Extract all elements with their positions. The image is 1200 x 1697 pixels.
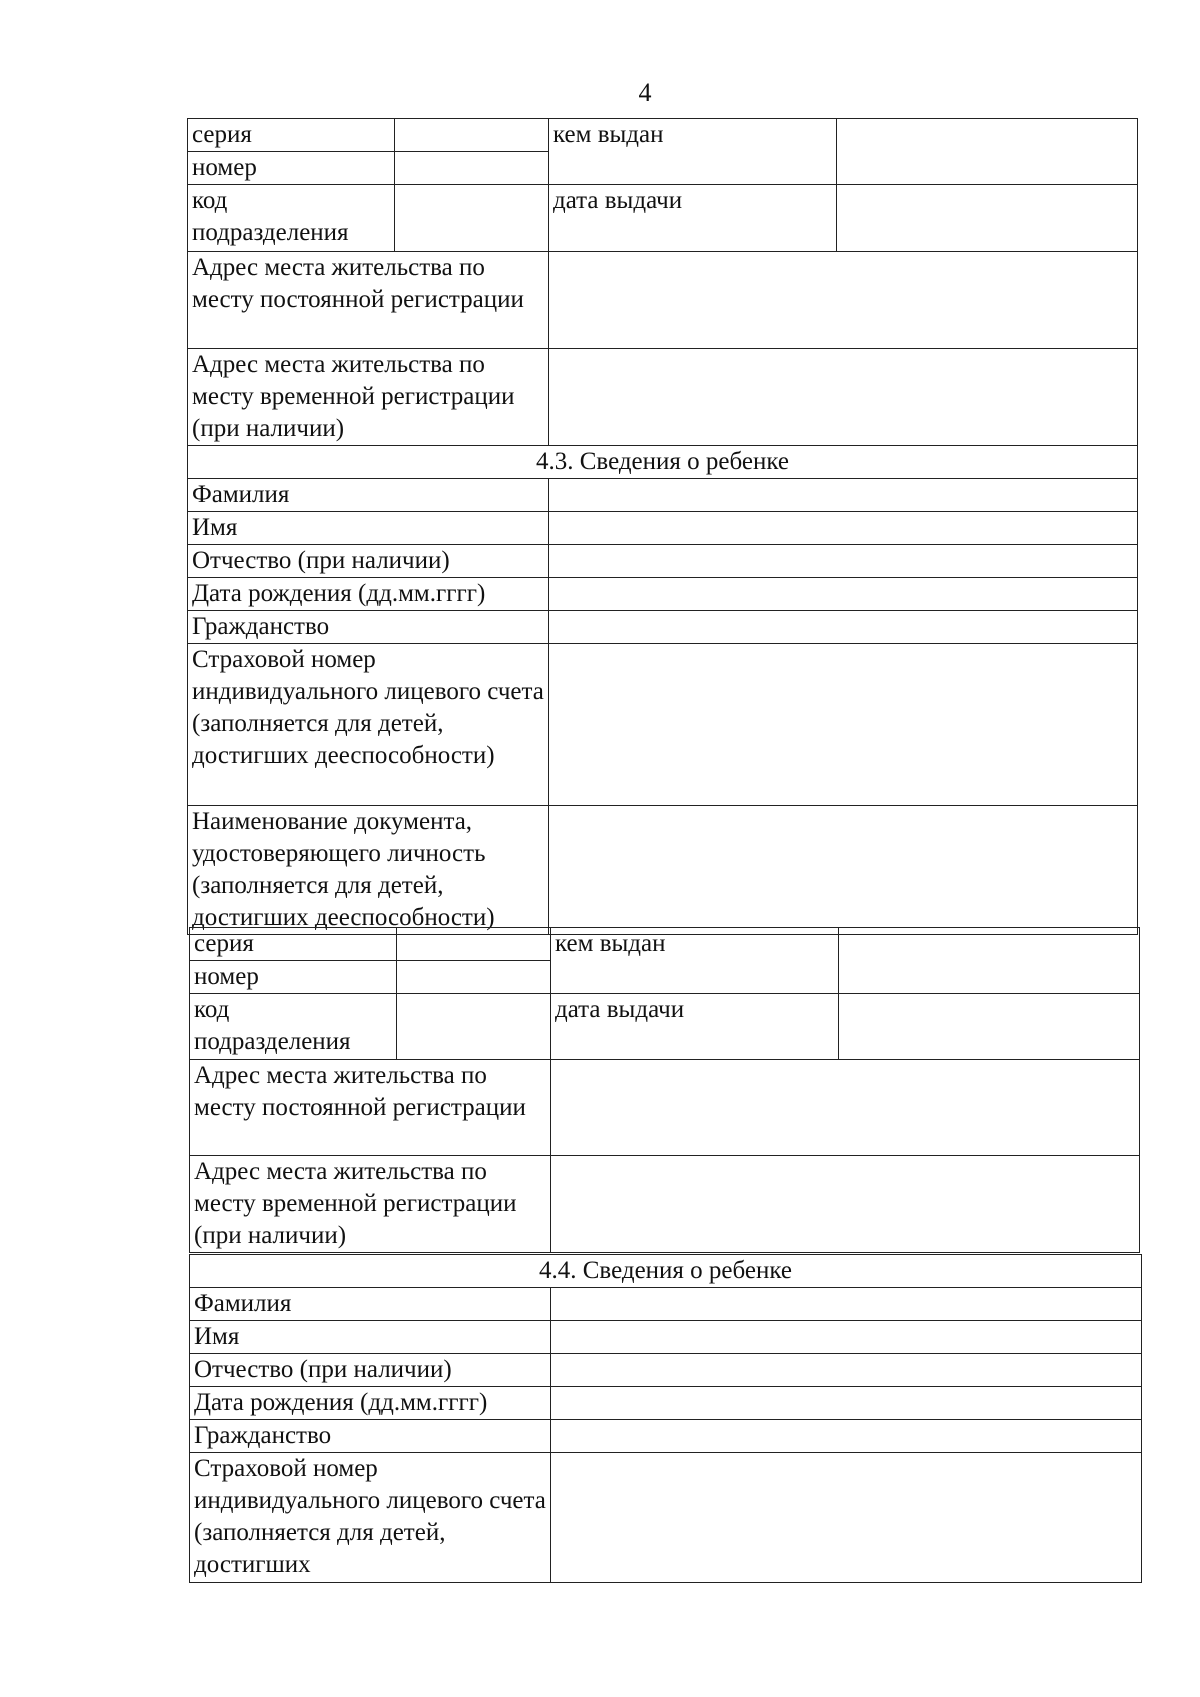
label-issue-date: дата выдачи: [549, 185, 837, 252]
label-unit-code: код подразделения: [188, 185, 395, 252]
field-series[interactable]: [397, 928, 551, 961]
field-address-temporary[interactable]: [551, 1156, 1140, 1253]
label-issue-date: дата выдачи: [551, 994, 839, 1060]
field-issue-date[interactable]: [837, 185, 1138, 252]
label-series: серия: [188, 119, 395, 152]
field-name[interactable]: [551, 1321, 1142, 1354]
field-issued-by[interactable]: [839, 928, 1140, 994]
label-address-permanent: Адрес места жительства по месту постоянной регистрации: [188, 252, 549, 349]
field-issued-by[interactable]: [837, 119, 1138, 185]
field-address-permanent[interactable]: [549, 252, 1138, 349]
label-citizenship: Гражданство: [190, 1420, 551, 1453]
field-snils[interactable]: [549, 644, 1138, 806]
label-birth-date: Дата рождения (дд.мм.гггг): [188, 578, 549, 611]
field-number[interactable]: [395, 152, 549, 185]
label-name: Имя: [190, 1321, 551, 1354]
label-snils: Страховой номер индивидуального лицевого счета (заполняется для детей, достигших: [190, 1453, 551, 1583]
field-address-permanent[interactable]: [551, 1060, 1140, 1156]
label-patronymic: Отчество (при наличии): [190, 1354, 551, 1387]
label-issued-by: кем выдан: [551, 928, 839, 994]
field-issue-date[interactable]: [839, 994, 1140, 1060]
form-table-lower: [189, 1254, 1142, 1583]
label-number: номер: [188, 152, 395, 185]
field-surname[interactable]: [549, 479, 1138, 512]
label-surname: Фамилия: [190, 1288, 551, 1321]
field-citizenship[interactable]: [549, 611, 1138, 644]
label-series: серия: [190, 928, 397, 961]
form-table-upper: [187, 118, 1138, 935]
section-heading-child-4: 4.4. Сведения о ребенке: [190, 1255, 1142, 1288]
field-unit-code[interactable]: [397, 994, 551, 1060]
label-birth-date: Дата рождения (дд.мм.гггг): [190, 1387, 551, 1420]
field-birth-date[interactable]: [551, 1387, 1142, 1420]
label-snils: Страховой номер индивидуального лицевого счета (заполняется для детей, достигших дееспособности): [188, 644, 549, 806]
label-address-temporary: Адрес места жительства по месту временной регистрации (при наличии): [188, 349, 549, 446]
field-birth-date[interactable]: [549, 578, 1138, 611]
label-address-temporary: Адрес места жительства по месту временной регистрации (при наличии): [190, 1156, 551, 1253]
field-unit-code[interactable]: [395, 185, 549, 252]
page-number: 4: [638, 78, 652, 107]
field-patronymic[interactable]: [551, 1354, 1142, 1387]
label-address-permanent: Адрес места жительства по месту постоянной регистрации: [190, 1060, 551, 1156]
form-table-middle: [189, 927, 1140, 1253]
section-heading-child-3: 4.3. Сведения о ребенке: [188, 446, 1138, 479]
field-series[interactable]: [395, 119, 549, 152]
label-number: номер: [190, 961, 397, 994]
field-id-document[interactable]: [549, 806, 1138, 935]
field-surname[interactable]: [551, 1288, 1142, 1321]
field-citizenship[interactable]: [551, 1420, 1142, 1453]
field-number[interactable]: [397, 961, 551, 994]
field-address-temporary[interactable]: [549, 349, 1138, 446]
label-citizenship: Гражданство: [188, 611, 549, 644]
label-name: Имя: [188, 512, 549, 545]
label-unit-code: код подразделения: [190, 994, 397, 1060]
label-id-document: Наименование документа, удостоверяющего личность (заполняется для детей, достигших дееспособности): [188, 806, 549, 935]
label-patronymic: Отчество (при наличии): [188, 545, 549, 578]
field-name[interactable]: [549, 512, 1138, 545]
field-patronymic[interactable]: [549, 545, 1138, 578]
field-snils[interactable]: [551, 1453, 1142, 1583]
label-issued-by: кем выдан: [549, 119, 837, 185]
label-surname: Фамилия: [188, 479, 549, 512]
